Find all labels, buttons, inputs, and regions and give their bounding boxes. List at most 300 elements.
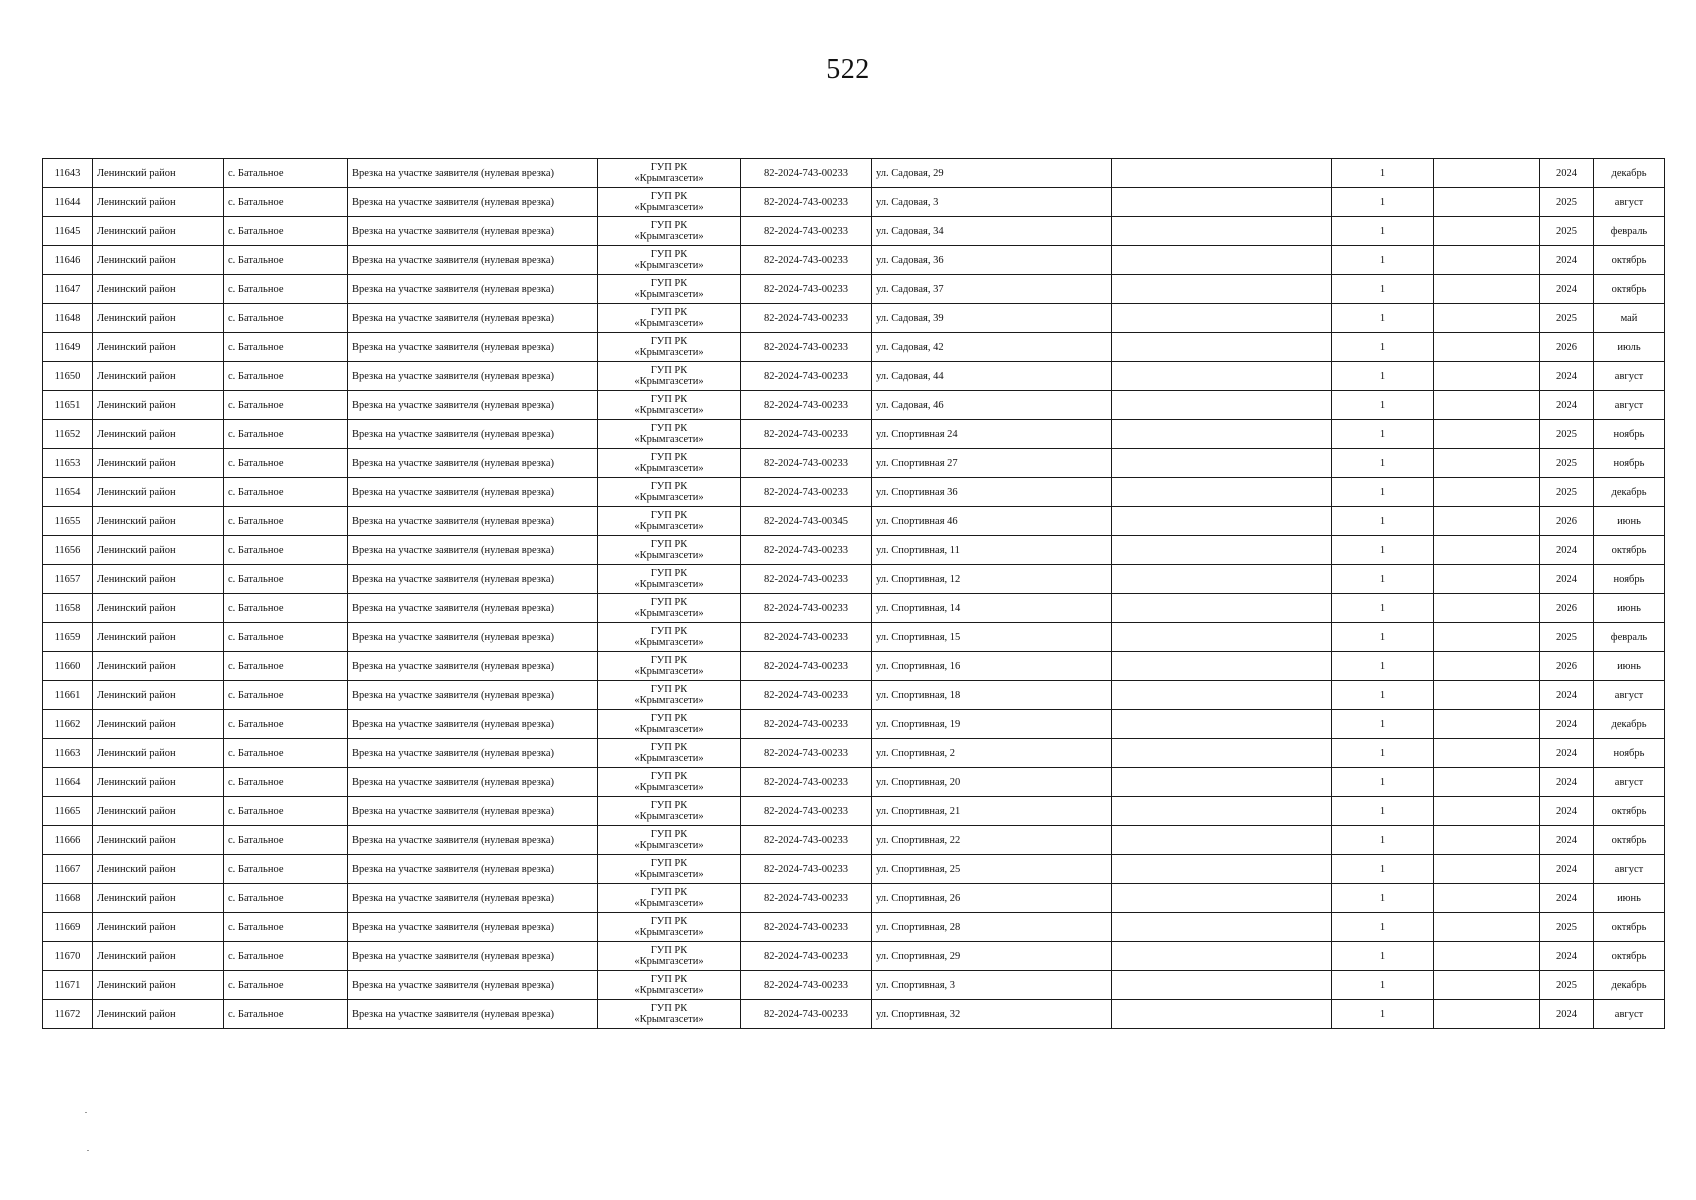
district-cell: Ленинский район bbox=[93, 536, 224, 565]
quantity-cell: 1 bbox=[1332, 681, 1434, 710]
row-number: 11661 bbox=[43, 681, 93, 710]
table-row bbox=[43, 391, 1665, 420]
month-cell: июнь bbox=[1594, 594, 1665, 623]
organization-line-1: ГУП РК bbox=[650, 307, 688, 318]
village-cell: с. Батальное bbox=[224, 826, 348, 855]
table-row bbox=[43, 681, 1665, 710]
address-cell: ул. Спортивная 36 bbox=[872, 478, 1112, 507]
row-number: 11645 bbox=[43, 217, 93, 246]
organization-cell bbox=[598, 159, 741, 188]
district-cell: Ленинский район bbox=[93, 884, 224, 913]
empty-cell bbox=[1434, 304, 1540, 333]
village-cell: с. Батальное bbox=[224, 971, 348, 1000]
quantity-cell: 1 bbox=[1332, 333, 1434, 362]
district-cell: Ленинский район bbox=[93, 420, 224, 449]
organization-line-1: ГУП РК bbox=[650, 945, 688, 956]
work-description-cell: Врезка на участке заявителя (нулевая врезка) bbox=[348, 652, 598, 681]
work-description-cell: Врезка на участке заявителя (нулевая врезка) bbox=[348, 536, 598, 565]
empty-cell bbox=[1112, 188, 1332, 217]
row-number: 11644 bbox=[43, 188, 93, 217]
row-number: 11655 bbox=[43, 507, 93, 536]
organization-line-2: «Крымгазсети» bbox=[634, 985, 704, 996]
table-row bbox=[43, 855, 1665, 884]
table-row bbox=[43, 565, 1665, 594]
quantity-cell: 1 bbox=[1332, 217, 1434, 246]
village-cell: с. Батальное bbox=[224, 478, 348, 507]
work-description-cell: Врезка на участке заявителя (нулевая врезка) bbox=[348, 507, 598, 536]
organization-line-2: «Крымгазсети» bbox=[634, 260, 704, 271]
empty-cell bbox=[1112, 942, 1332, 971]
table-row bbox=[43, 449, 1665, 478]
year-cell: 2024 bbox=[1540, 1000, 1594, 1029]
address-cell: ул. Спортивная, 28 bbox=[872, 913, 1112, 942]
empty-cell bbox=[1434, 681, 1540, 710]
year-cell: 2025 bbox=[1540, 449, 1594, 478]
quantity-cell: 1 bbox=[1332, 710, 1434, 739]
district-cell: Ленинский район bbox=[93, 1000, 224, 1029]
quantity-cell: 1 bbox=[1332, 391, 1434, 420]
program-code-cell: 82-2024-743-00233 bbox=[741, 797, 872, 826]
work-description-cell: Врезка на участке заявителя (нулевая врезка) bbox=[348, 449, 598, 478]
empty-cell bbox=[1434, 217, 1540, 246]
empty-cell bbox=[1434, 159, 1540, 188]
quantity-cell: 1 bbox=[1332, 623, 1434, 652]
row-number: 11651 bbox=[43, 391, 93, 420]
table-row bbox=[43, 826, 1665, 855]
organization-line-2: «Крымгазсети» bbox=[634, 898, 704, 909]
organization-line-1: ГУП РК bbox=[650, 684, 688, 695]
empty-cell bbox=[1112, 420, 1332, 449]
work-description-cell: Врезка на участке заявителя (нулевая врезка) bbox=[348, 710, 598, 739]
address-cell: ул. Спортивная, 15 bbox=[872, 623, 1112, 652]
row-number: 11647 bbox=[43, 275, 93, 304]
organization-line-1: ГУП РК bbox=[650, 278, 688, 289]
month-cell: октябрь bbox=[1594, 536, 1665, 565]
table-row bbox=[43, 884, 1665, 913]
empty-cell bbox=[1112, 507, 1332, 536]
village-cell: с. Батальное bbox=[224, 623, 348, 652]
year-cell: 2024 bbox=[1540, 884, 1594, 913]
month-cell: февраль bbox=[1594, 217, 1665, 246]
work-description-cell: Врезка на участке заявителя (нулевая врезка) bbox=[348, 971, 598, 1000]
organization-cell bbox=[598, 536, 741, 565]
organization-line-1: ГУП РК bbox=[650, 162, 688, 173]
row-number: 11652 bbox=[43, 420, 93, 449]
address-cell: ул. Спортивная 24 bbox=[872, 420, 1112, 449]
district-cell: Ленинский район bbox=[93, 333, 224, 362]
organization-line-2: «Крымгазсети» bbox=[634, 956, 704, 967]
district-cell: Ленинский район bbox=[93, 797, 224, 826]
organization-line-2: «Крымгазсети» bbox=[634, 550, 704, 561]
program-code-cell: 82-2024-743-00233 bbox=[741, 188, 872, 217]
table-row bbox=[43, 652, 1665, 681]
organization-line-2: «Крымгазсети» bbox=[634, 840, 704, 851]
work-description-cell: Врезка на участке заявителя (нулевая врезка) bbox=[348, 275, 598, 304]
district-cell: Ленинский район bbox=[93, 275, 224, 304]
organization-line-1: ГУП РК bbox=[650, 510, 688, 521]
organization-line-2: «Крымгазсети» bbox=[634, 347, 704, 358]
table-row bbox=[43, 159, 1665, 188]
organization-line-2: «Крымгазсети» bbox=[634, 463, 704, 474]
empty-cell bbox=[1434, 507, 1540, 536]
empty-cell bbox=[1434, 246, 1540, 275]
organization-line-2: «Крымгазсети» bbox=[634, 637, 704, 648]
empty-cell bbox=[1112, 710, 1332, 739]
program-code-cell: 82-2024-743-00233 bbox=[741, 536, 872, 565]
empty-cell bbox=[1112, 768, 1332, 797]
work-description-cell: Врезка на участке заявителя (нулевая врезка) bbox=[348, 420, 598, 449]
quantity-cell: 1 bbox=[1332, 855, 1434, 884]
quantity-cell: 1 bbox=[1332, 652, 1434, 681]
program-code-cell: 82-2024-743-00233 bbox=[741, 1000, 872, 1029]
quantity-cell: 1 bbox=[1332, 449, 1434, 478]
empty-cell bbox=[1112, 739, 1332, 768]
quantity-cell: 1 bbox=[1332, 159, 1434, 188]
program-code-cell: 82-2024-743-00233 bbox=[741, 855, 872, 884]
village-cell: с. Батальное bbox=[224, 594, 348, 623]
organization-line-1: ГУП РК bbox=[650, 771, 688, 782]
address-cell: ул. Спортивная, 25 bbox=[872, 855, 1112, 884]
empty-cell bbox=[1112, 275, 1332, 304]
month-cell: ноябрь bbox=[1594, 449, 1665, 478]
address-cell: ул. Спортивная 46 bbox=[872, 507, 1112, 536]
year-cell: 2025 bbox=[1540, 217, 1594, 246]
table-row bbox=[43, 217, 1665, 246]
year-cell: 2025 bbox=[1540, 188, 1594, 217]
row-number: 11665 bbox=[43, 797, 93, 826]
year-cell: 2024 bbox=[1540, 159, 1594, 188]
organization-line-1: ГУП РК bbox=[650, 858, 688, 869]
organization-line-1: ГУП РК bbox=[650, 481, 688, 492]
address-cell: ул. Садовая, 42 bbox=[872, 333, 1112, 362]
empty-cell bbox=[1434, 826, 1540, 855]
program-code-cell: 82-2024-743-00233 bbox=[741, 217, 872, 246]
row-number: 11649 bbox=[43, 333, 93, 362]
district-cell: Ленинский район bbox=[93, 565, 224, 594]
district-cell: Ленинский район bbox=[93, 304, 224, 333]
program-code-cell: 82-2024-743-00233 bbox=[741, 304, 872, 333]
quantity-cell: 1 bbox=[1332, 275, 1434, 304]
empty-cell bbox=[1112, 652, 1332, 681]
organization-line-1: ГУП РК bbox=[650, 191, 688, 202]
empty-cell bbox=[1112, 797, 1332, 826]
organization-cell bbox=[598, 333, 741, 362]
organization-cell bbox=[598, 681, 741, 710]
organization-line-2: «Крымгазсети» bbox=[634, 492, 704, 503]
scan-speck bbox=[85, 1112, 87, 1113]
organization-cell bbox=[598, 362, 741, 391]
organization-line-2: «Крымгазсети» bbox=[634, 666, 704, 677]
address-cell: ул. Спортивная, 14 bbox=[872, 594, 1112, 623]
work-description-cell: Врезка на участке заявителя (нулевая врезка) bbox=[348, 739, 598, 768]
organization-line-1: ГУП РК bbox=[650, 423, 688, 434]
table-row bbox=[43, 478, 1665, 507]
organization-line-1: ГУП РК bbox=[650, 220, 688, 231]
district-cell: Ленинский район bbox=[93, 913, 224, 942]
empty-cell bbox=[1112, 217, 1332, 246]
row-number: 11662 bbox=[43, 710, 93, 739]
empty-cell bbox=[1112, 333, 1332, 362]
village-cell: с. Батальное bbox=[224, 768, 348, 797]
month-cell: декабрь bbox=[1594, 710, 1665, 739]
organization-cell bbox=[598, 188, 741, 217]
work-description-cell: Врезка на участке заявителя (нулевая врезка) bbox=[348, 565, 598, 594]
empty-cell bbox=[1112, 913, 1332, 942]
year-cell: 2024 bbox=[1540, 826, 1594, 855]
district-cell: Ленинский район bbox=[93, 594, 224, 623]
row-number: 11656 bbox=[43, 536, 93, 565]
organization-line-1: ГУП РК bbox=[650, 365, 688, 376]
village-cell: с. Батальное bbox=[224, 449, 348, 478]
table-row bbox=[43, 275, 1665, 304]
village-cell: с. Батальное bbox=[224, 739, 348, 768]
table-row bbox=[43, 536, 1665, 565]
district-cell: Ленинский район bbox=[93, 652, 224, 681]
work-description-cell: Врезка на участке заявителя (нулевая врезка) bbox=[348, 391, 598, 420]
work-description-cell: Врезка на участке заявителя (нулевая врезка) bbox=[348, 1000, 598, 1029]
organization-line-1: ГУП РК bbox=[650, 336, 688, 347]
month-cell: ноябрь bbox=[1594, 739, 1665, 768]
month-cell: октябрь bbox=[1594, 913, 1665, 942]
organization-line-1: ГУП РК bbox=[650, 974, 688, 985]
month-cell: декабрь bbox=[1594, 478, 1665, 507]
empty-cell bbox=[1434, 710, 1540, 739]
district-cell: Ленинский район bbox=[93, 739, 224, 768]
year-cell: 2024 bbox=[1540, 710, 1594, 739]
month-cell: август bbox=[1594, 855, 1665, 884]
month-cell: ноябрь bbox=[1594, 420, 1665, 449]
quantity-cell: 1 bbox=[1332, 913, 1434, 942]
month-cell: февраль bbox=[1594, 623, 1665, 652]
year-cell: 2024 bbox=[1540, 942, 1594, 971]
empty-cell bbox=[1112, 304, 1332, 333]
organization-line-1: ГУП РК bbox=[650, 452, 688, 463]
program-code-cell: 82-2024-743-00233 bbox=[741, 449, 872, 478]
organization-cell bbox=[598, 391, 741, 420]
organization-line-2: «Крымгазсети» bbox=[634, 927, 704, 938]
quantity-cell: 1 bbox=[1332, 420, 1434, 449]
table-row bbox=[43, 507, 1665, 536]
work-description-cell: Врезка на участке заявителя (нулевая врезка) bbox=[348, 913, 598, 942]
quantity-cell: 1 bbox=[1332, 478, 1434, 507]
empty-cell bbox=[1112, 565, 1332, 594]
table-row bbox=[43, 623, 1665, 652]
month-cell: июнь bbox=[1594, 884, 1665, 913]
organization-cell bbox=[598, 275, 741, 304]
empty-cell bbox=[1112, 478, 1332, 507]
village-cell: с. Батальное bbox=[224, 159, 348, 188]
quantity-cell: 1 bbox=[1332, 942, 1434, 971]
village-cell: с. Батальное bbox=[224, 536, 348, 565]
month-cell: август bbox=[1594, 188, 1665, 217]
year-cell: 2026 bbox=[1540, 594, 1594, 623]
table-row bbox=[43, 971, 1665, 1000]
empty-cell bbox=[1434, 623, 1540, 652]
empty-cell bbox=[1112, 681, 1332, 710]
program-code-cell: 82-2024-743-00233 bbox=[741, 420, 872, 449]
quantity-cell: 1 bbox=[1332, 594, 1434, 623]
empty-cell bbox=[1112, 884, 1332, 913]
organization-line-1: ГУП РК bbox=[650, 916, 688, 927]
row-number: 11646 bbox=[43, 246, 93, 275]
organization-line-2: «Крымгазсети» bbox=[634, 869, 704, 880]
work-description-cell: Врезка на участке заявителя (нулевая врезка) bbox=[348, 768, 598, 797]
page-number: 522 bbox=[826, 54, 870, 85]
empty-cell bbox=[1434, 536, 1540, 565]
empty-cell bbox=[1112, 623, 1332, 652]
organization-line-1: ГУП РК bbox=[650, 742, 688, 753]
row-number: 11654 bbox=[43, 478, 93, 507]
month-cell: июнь bbox=[1594, 507, 1665, 536]
row-number: 11648 bbox=[43, 304, 93, 333]
organization-line-2: «Крымгазсети» bbox=[634, 753, 704, 764]
quantity-cell: 1 bbox=[1332, 507, 1434, 536]
year-cell: 2024 bbox=[1540, 275, 1594, 304]
year-cell: 2024 bbox=[1540, 768, 1594, 797]
row-number: 11672 bbox=[43, 1000, 93, 1029]
program-code-cell: 82-2024-743-00233 bbox=[741, 565, 872, 594]
year-cell: 2024 bbox=[1540, 536, 1594, 565]
table-row bbox=[43, 420, 1665, 449]
quantity-cell: 1 bbox=[1332, 826, 1434, 855]
village-cell: с. Батальное bbox=[224, 391, 348, 420]
village-cell: с. Батальное bbox=[224, 333, 348, 362]
row-number: 11660 bbox=[43, 652, 93, 681]
village-cell: с. Батальное bbox=[224, 507, 348, 536]
district-cell: Ленинский район bbox=[93, 217, 224, 246]
address-cell: ул. Спортивная, 2 bbox=[872, 739, 1112, 768]
year-cell: 2026 bbox=[1540, 507, 1594, 536]
address-cell: ул. Садовая, 36 bbox=[872, 246, 1112, 275]
organization-cell bbox=[598, 507, 741, 536]
district-cell: Ленинский район bbox=[93, 246, 224, 275]
district-cell: Ленинский район bbox=[93, 681, 224, 710]
organization-cell bbox=[598, 710, 741, 739]
month-cell: август bbox=[1594, 362, 1665, 391]
organization-line-2: «Крымгазсети» bbox=[634, 579, 704, 590]
empty-cell bbox=[1434, 739, 1540, 768]
month-cell: май bbox=[1594, 304, 1665, 333]
work-description-cell: Врезка на участке заявителя (нулевая врезка) bbox=[348, 362, 598, 391]
organization-cell bbox=[598, 768, 741, 797]
organization-cell bbox=[598, 420, 741, 449]
village-cell: с. Батальное bbox=[224, 942, 348, 971]
empty-cell bbox=[1434, 594, 1540, 623]
program-code-cell: 82-2024-743-00233 bbox=[741, 942, 872, 971]
village-cell: с. Батальное bbox=[224, 1000, 348, 1029]
quantity-cell: 1 bbox=[1332, 1000, 1434, 1029]
year-cell: 2025 bbox=[1540, 913, 1594, 942]
empty-cell bbox=[1434, 942, 1540, 971]
organization-line-2: «Крымгазсети» bbox=[634, 318, 704, 329]
row-number: 11657 bbox=[43, 565, 93, 594]
scan-speck bbox=[87, 1150, 89, 1151]
quantity-cell: 1 bbox=[1332, 362, 1434, 391]
village-cell: с. Батальное bbox=[224, 362, 348, 391]
program-code-cell: 82-2024-743-00233 bbox=[741, 710, 872, 739]
month-cell: декабрь bbox=[1594, 971, 1665, 1000]
year-cell: 2025 bbox=[1540, 971, 1594, 1000]
program-code-cell: 82-2024-743-00233 bbox=[741, 362, 872, 391]
table-row bbox=[43, 913, 1665, 942]
quantity-cell: 1 bbox=[1332, 565, 1434, 594]
organization-cell bbox=[598, 623, 741, 652]
village-cell: с. Батальное bbox=[224, 565, 348, 594]
address-cell: ул. Садовая, 46 bbox=[872, 391, 1112, 420]
gasification-registry-table bbox=[42, 158, 1665, 1029]
quantity-cell: 1 bbox=[1332, 536, 1434, 565]
quantity-cell: 1 bbox=[1332, 971, 1434, 1000]
empty-cell bbox=[1434, 971, 1540, 1000]
program-code-cell: 82-2024-743-00233 bbox=[741, 826, 872, 855]
program-code-cell: 82-2024-743-00233 bbox=[741, 768, 872, 797]
organization-line-1: ГУП РК bbox=[650, 829, 688, 840]
address-cell: ул. Садовая, 37 bbox=[872, 275, 1112, 304]
village-cell: с. Батальное bbox=[224, 420, 348, 449]
organization-cell bbox=[598, 797, 741, 826]
organization-cell bbox=[598, 652, 741, 681]
empty-cell bbox=[1434, 884, 1540, 913]
organization-line-2: «Крымгазсети» bbox=[634, 202, 704, 213]
month-cell: август bbox=[1594, 391, 1665, 420]
empty-cell bbox=[1434, 362, 1540, 391]
empty-cell bbox=[1112, 159, 1332, 188]
organization-cell bbox=[598, 826, 741, 855]
organization-cell bbox=[598, 594, 741, 623]
village-cell: с. Батальное bbox=[224, 304, 348, 333]
district-cell: Ленинский район bbox=[93, 159, 224, 188]
empty-cell bbox=[1112, 246, 1332, 275]
organization-cell bbox=[598, 565, 741, 594]
organization-cell bbox=[598, 884, 741, 913]
work-description-cell: Врезка на участке заявителя (нулевая врезка) bbox=[348, 246, 598, 275]
organization-line-1: ГУП РК bbox=[650, 394, 688, 405]
work-description-cell: Врезка на участке заявителя (нулевая врезка) bbox=[348, 942, 598, 971]
address-cell: ул. Спортивная, 16 bbox=[872, 652, 1112, 681]
table-row bbox=[43, 768, 1665, 797]
month-cell: август bbox=[1594, 1000, 1665, 1029]
organization-line-1: ГУП РК bbox=[650, 568, 688, 579]
table-row bbox=[43, 333, 1665, 362]
district-cell: Ленинский район bbox=[93, 362, 224, 391]
address-cell: ул. Садовая, 3 bbox=[872, 188, 1112, 217]
organization-line-1: ГУП РК bbox=[650, 713, 688, 724]
work-description-cell: Врезка на участке заявителя (нулевая врезка) bbox=[348, 623, 598, 652]
row-number: 11658 bbox=[43, 594, 93, 623]
address-cell: ул. Спортивная, 20 bbox=[872, 768, 1112, 797]
address-cell: ул. Садовая, 39 bbox=[872, 304, 1112, 333]
table-body bbox=[43, 159, 1665, 1029]
organization-line-1: ГУП РК bbox=[650, 597, 688, 608]
work-description-cell: Врезка на участке заявителя (нулевая врезка) bbox=[348, 855, 598, 884]
row-number: 11671 bbox=[43, 971, 93, 1000]
address-cell: ул. Спортивная, 19 bbox=[872, 710, 1112, 739]
row-number: 11666 bbox=[43, 826, 93, 855]
empty-cell bbox=[1434, 420, 1540, 449]
program-code-cell: 82-2024-743-00233 bbox=[741, 478, 872, 507]
program-code-cell: 82-2024-743-00233 bbox=[741, 333, 872, 362]
table-row bbox=[43, 739, 1665, 768]
row-number: 11664 bbox=[43, 768, 93, 797]
organization-line-1: ГУП РК bbox=[650, 626, 688, 637]
work-description-cell: Врезка на участке заявителя (нулевая врезка) bbox=[348, 594, 598, 623]
year-cell: 2024 bbox=[1540, 362, 1594, 391]
organization-cell bbox=[598, 942, 741, 971]
organization-line-1: ГУП РК bbox=[650, 655, 688, 666]
organization-cell bbox=[598, 855, 741, 884]
year-cell: 2025 bbox=[1540, 623, 1594, 652]
district-cell: Ленинский район bbox=[93, 826, 224, 855]
